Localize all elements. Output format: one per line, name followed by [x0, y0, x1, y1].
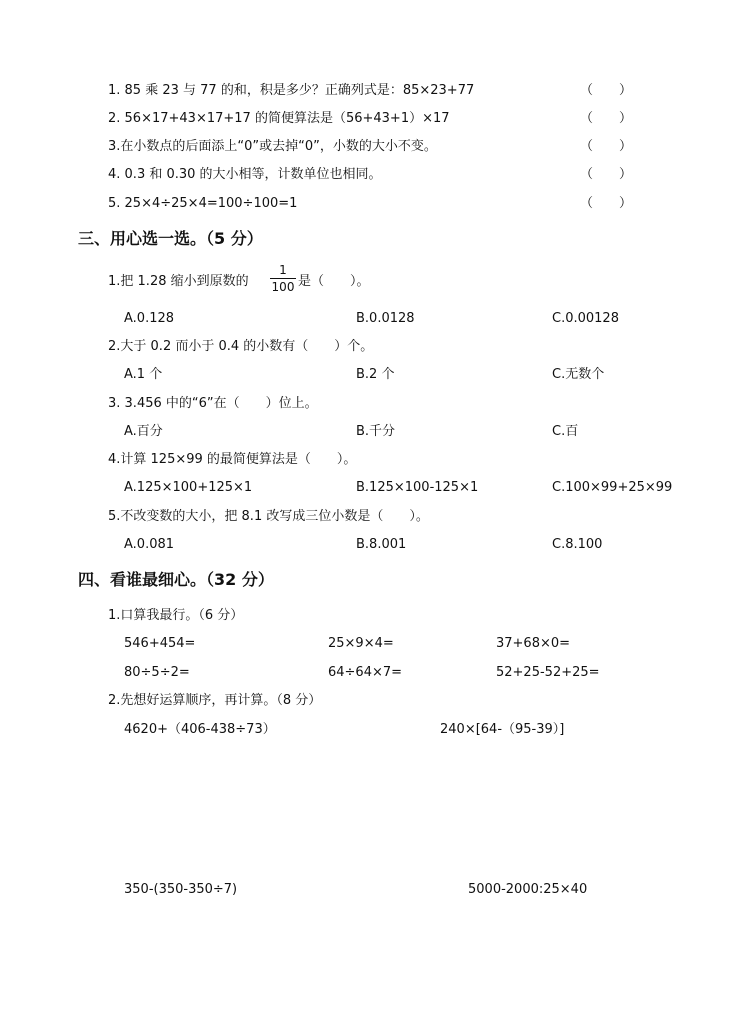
mental-math-item: 52+25-52+25= — [496, 665, 600, 680]
choice-q3-option-b[interactable]: B.千分 — [356, 424, 396, 439]
mental-math-item: 37+68×0= — [496, 636, 571, 651]
choice-q2-option-a[interactable]: A.1 个 — [124, 367, 163, 382]
mental-math-item: 25×9×4= — [328, 636, 394, 651]
judge-answer-paren-2[interactable]: （ ） — [580, 111, 633, 126]
choice-q3-text: 3. 3.456 中的“6”在（ ）位上。 — [108, 396, 318, 411]
calculation-title: 2.先想好运算顺序，再计算。（8 分） — [108, 693, 322, 708]
judge-item-5: 5. 25×4÷25×4=100÷100=1 — [108, 196, 298, 211]
mental-math-item: 64÷64×7= — [328, 665, 403, 680]
choice-q2-option-c[interactable]: C.无数个 — [552, 367, 605, 382]
calculation-item: 350-(350-350÷7) — [124, 882, 238, 897]
choice-q1-text-after: 是（ ）。 — [298, 274, 370, 289]
choice-q1-option-b[interactable]: B.0.0128 — [356, 311, 415, 326]
fraction-denominator: 100 — [271, 280, 295, 294]
choice-q1-option-a[interactable]: A.0.128 — [124, 311, 175, 326]
choice-q4-text: 4.计算 125×99 的最简便算法是（ ）。 — [108, 452, 357, 467]
choice-q5-option-c[interactable]: C.8.100 — [552, 537, 603, 552]
calculation-item: 240×[64-（95-39）] — [440, 722, 565, 737]
choice-q5-option-a[interactable]: A.0.081 — [124, 537, 175, 552]
choice-q1-option-c[interactable]: C.0.00128 — [552, 311, 619, 326]
choice-q2-option-b[interactable]: B.2 个 — [356, 367, 395, 382]
judge-answer-paren-1[interactable]: （ ） — [580, 83, 633, 98]
judge-answer-paren-4[interactable]: （ ） — [580, 167, 633, 182]
judge-item-1: 1. 85 乘 23 与 77 的和，积是多少？正确列式是：85×23+77 — [108, 83, 475, 98]
choice-q3-option-c[interactable]: C.百 — [552, 424, 579, 439]
choice-q2-text: 2.大于 0.2 而小于 0.4 的小数有（ ）个。 — [108, 339, 374, 354]
choice-q5-option-b[interactable]: B.8.001 — [356, 537, 407, 552]
fraction-bar — [270, 278, 296, 279]
choice-q5-text: 5.不改变数的大小，把 8.1 改写成三位小数是（ ）。 — [108, 509, 429, 524]
judge-answer-paren-5[interactable]: （ ） — [580, 196, 633, 211]
choice-q4-option-b[interactable]: B.125×100-125×1 — [356, 480, 479, 495]
mental-math-item: 80÷5÷2= — [124, 665, 190, 680]
choice-q4-option-a[interactable]: A.125×100+125×1 — [124, 480, 253, 495]
section-4-title: 四、看谁最细心。（32 分） — [78, 570, 274, 589]
judge-item-3: 3.在小数点的后面添上“0”或去掉“0”，小数的大小不变。 — [108, 139, 437, 154]
calculation-item: 4620+（406-438÷73） — [124, 722, 276, 737]
fraction-numerator: 1 — [279, 263, 287, 277]
choice-q4-option-c[interactable]: C.100×99+25×99 — [552, 480, 673, 495]
mental-math-title: 1.口算我最行。（6 分） — [108, 608, 244, 623]
calculation-item: 5000-2000:25×40 — [468, 882, 588, 897]
fraction-one-hundredth — [270, 263, 296, 294]
choice-q1-text-before: 1.把 1.28 缩小到原数的 — [108, 274, 249, 289]
choice-q3-option-a[interactable]: A.百分 — [124, 424, 163, 439]
section-3-title: 三、用心选一选。（5 分） — [78, 229, 263, 248]
judge-item-2: 2. 56×17+43×17+17 的简便算法是（56+43+1）×17 — [108, 111, 450, 126]
mental-math-item: 546+454= — [124, 636, 196, 651]
judge-item-4: 4. 0.3 和 0.30 的大小相等，计数单位也相同。 — [108, 167, 382, 182]
judge-answer-paren-3[interactable]: （ ） — [580, 139, 633, 154]
